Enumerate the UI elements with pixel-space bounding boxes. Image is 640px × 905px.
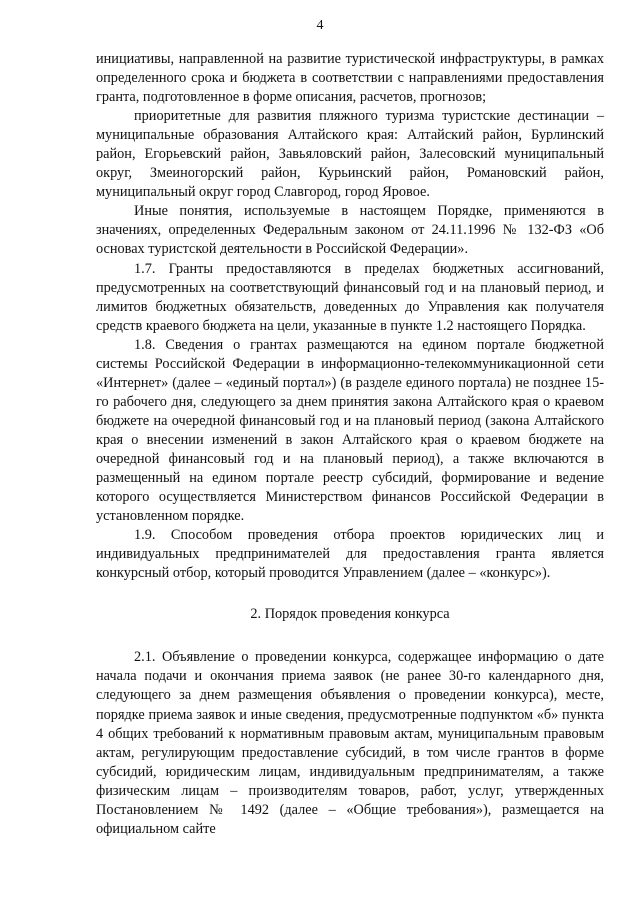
paragraph-1-9: 1.9. Способом проведения отбора проектов юридических лиц и индивидуальных предпринимателей для предоставления гранта является конкурсный отбор, который проводится Управлением (далее – «конкурс»). (96, 527, 604, 582)
paragraph-1-8: 1.8. Сведения о грантах размещаются на едином портале бюджетной системы Российской Федерации в информационно-телекоммуникационной сети «Интернет» (далее – «единый портал») (в разделе единого портала) не позднее 15-го рабочего дня, следующего за днем принятия закона Алтайского края о краевом бюджете на очередной финансовый год и на плановый период (закона Алтайского края о внесении изменений в закон Алтайского края о краевом бюджете на очередной финансовый год и на плановый период), а также включаются в размещенный на едином портале реестр субсидий, формирование и ведение которого осуществляется Министерством финансов Российской Федерации в установленном порядке. (96, 336, 604, 525)
paragraph-other-terms: Иные понятия, используемые в настоящем Порядке, применяются в значениях, определенных Федеральным законом от 24.11.1996 № 132-ФЗ «Об основах туристской деятельности в Российской Федерации». (96, 203, 604, 258)
paragraph-1-7: 1.7. Гранты предоставляются в пределах бюджетных ассигнований, предусмотренных на соответствующий финансовый год и на плановый период, и лимитов бюджетных обязательств, доведенных до Управления как получателя средств краевого бюджета на цели, указанные в пункте 1.2 настоящего Порядка. (96, 260, 604, 334)
paragraph-initiative-continuation: инициативы, направленной на развитие туристической инфраструктуры, в рамках определенного срока и бюджета в соответствии с направлениями предоставления гранта, подготовленное в форме описания, расчетов, прогнозов; (96, 51, 604, 106)
document-body (96, 50, 604, 839)
paragraph-priority-destinations: приоритетные для развития пляжного туризма туристские дестинации – муниципальные образования Алтайского края: Алтайский район, Бурлинский район, Егорьевский район, Завьяловский район, Залесовский муниципальный округ, Змеиногорский район, Курьинский район, Романовский район, муниципальный округ город Славгород, город Яровое. (96, 108, 604, 201)
page-number: 4 (316, 18, 324, 33)
paragraph-2-1: 2.1. Объявление о проведении конкурса, содержащее информацию о дате начала подачи и окончания приема заявок (не ранее 30-го календарного дня, следующего за днем размещения объявления о проведении конкурса), месте, порядке приема заявок и иные сведения, предусмотренные подпунктом «б» пункта 4 общих требований к нормативным правовым актам, муниципальным правовым актам, регулирующим предоставление субсидий, в том числе грантов в форме субсидий, юридическим лицам, индивидуальным предпринимателям, а также физическим лицам – производителям товаров, работ, услуг, утвержденных Постановлением № 1492 (далее – «Общие требования»), размещается на официальном сайте (96, 649, 604, 837)
section-title: 2. Порядок проведения конкурса (250, 606, 450, 623)
